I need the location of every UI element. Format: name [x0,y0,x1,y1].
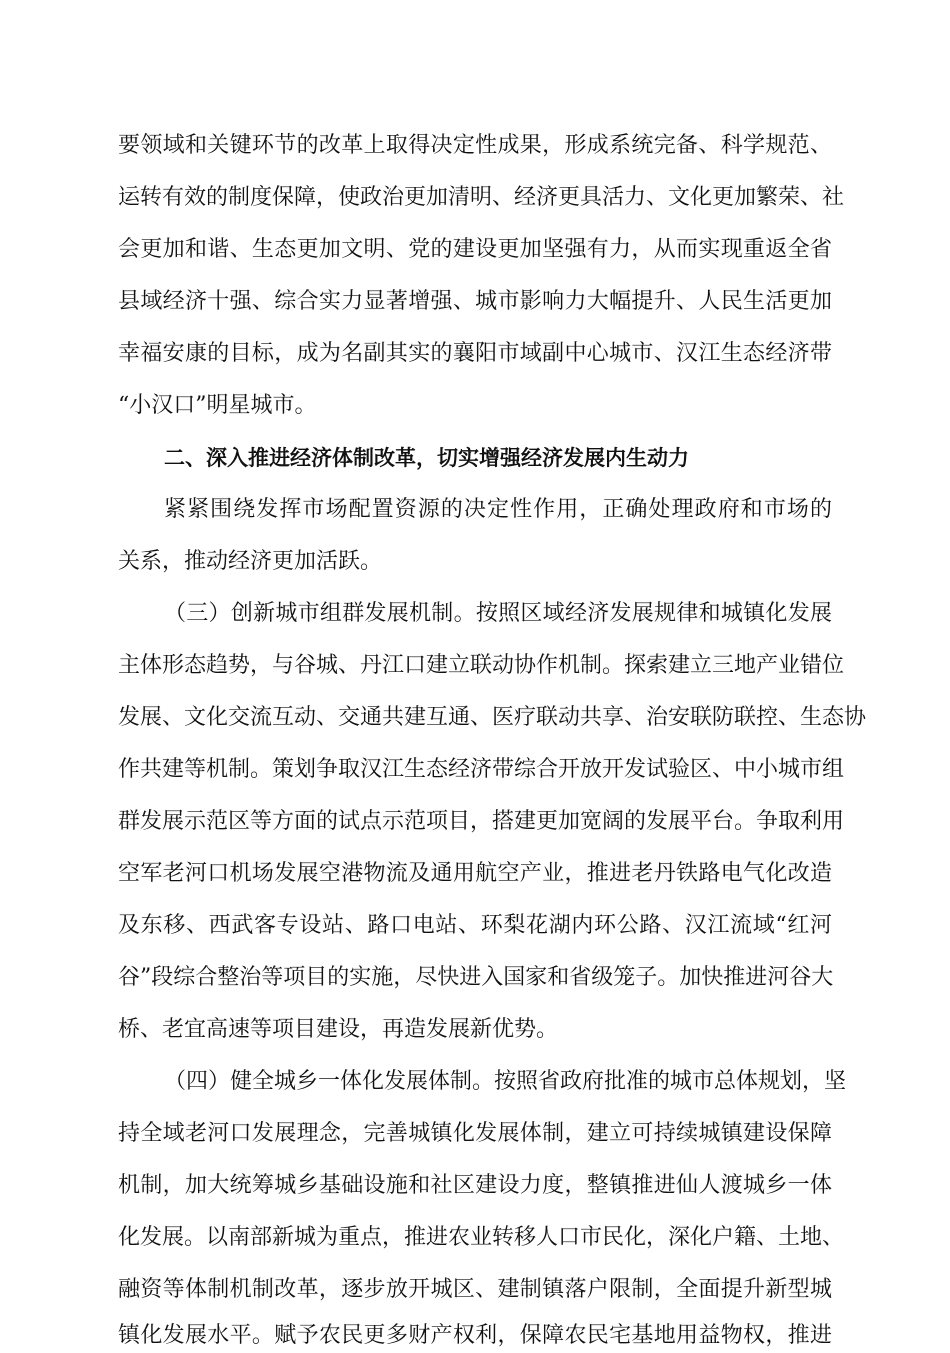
paragraph-3-line-2: 主体形态趋势，与谷城、丹江口建立联动协作机制。探索建立三地产业错位 [118,653,845,678]
paragraph-1-line-5: 幸福安康的目标，成为名副其实的襄阳市域副中心城市、汉江生态经济带 [118,341,832,366]
paragraph-1-line-6: “小汉口”明星城市。 [118,393,317,418]
paragraph-3-line-6: 空军老河口机场发展空港物流及通用航空产业，推进老丹铁路电气化改造 [118,861,832,886]
paragraph-4-line-1: （四）健全城乡一体化发展体制。按照省政府批准的城市总体规划，坚 [164,1069,847,1094]
paragraph-2-line-2: 关系，推动经济更加活跃。 [118,549,383,574]
paragraph-3-line-4: 作共建等机制。策划争取汉江生态经济带综合开放开发试验区、中小城市组 [118,757,845,782]
paragraph-3-line-5: 群发展示范区等方面的试点示范项目，搭建更加宽阔的发展平台。争取利用 [118,809,845,834]
paragraph-3-line-7: 及东移、西武客专设站、路口电站、环梨花湖内环公路、汉江流域“红河 [118,913,832,938]
paragraph-4-line-2: 持全域老河口发展理念，完善城镇化发展体制，建立可持续城镇建设保障 [118,1121,832,1146]
paragraph-4-line-3: 机制，加大统筹城乡基础设施和社区建设力度，整镇推进仙人渡城乡一体 [118,1173,832,1198]
paragraph-1-line-4: 县域经济十强、综合实力显著增强、城市影响力大幅提升、人民生活更加 [118,289,832,314]
paragraph-3-line-9: 桥、老宜高速等项目建设，再造发展新优势。 [118,1017,559,1042]
paragraph-3-line-1: （三）创新城市组群发展机制。按照区域经济发展规律和城镇化发展 [164,601,832,626]
paragraph-1-line-2: 运转有效的制度保障，使政治更加清明、经济更具活力、文化更加繁荣、社 [118,185,845,210]
paragraph-3-line-8: 谷”段综合整治等项目的实施，尽快进入国家和省级笼子。加快推进河谷大 [118,965,834,990]
paragraph-4-line-4: 化发展。以南部新城为重点，推进农业转移人口市民化，深化户籍、土地、 [118,1225,845,1250]
paragraph-4-line-6: 镇化发展水平。赋予农民更多财产权利，保障农民宅基地用益物权，推进 [118,1323,832,1348]
paragraph-1-line-1: 要领域和关键环节的改革上取得决定性成果，形成系统完备、科学规范、 [118,133,832,158]
paragraph-1-line-3: 会更加和谐、生态更加文明、党的建设更加坚强有力，从而实现重返全省 [118,237,832,262]
section-heading: 二、深入推进经济体制改革，切实增强经济发展内生动力 [164,446,689,470]
paragraph-3-line-3: 发展、文化交流互动、交通共建互通、医疗联动共享、治安联防联控、生态协 [118,705,867,730]
paragraph-4-line-5: 融资等体制机制改革，逐步放开城区、建制镇落户限制，全面提升新型城 [118,1277,832,1302]
paragraph-2-line-1: 紧紧围绕发挥市场配置资源的决定性作用，正确处理政府和市场的 [164,497,832,522]
